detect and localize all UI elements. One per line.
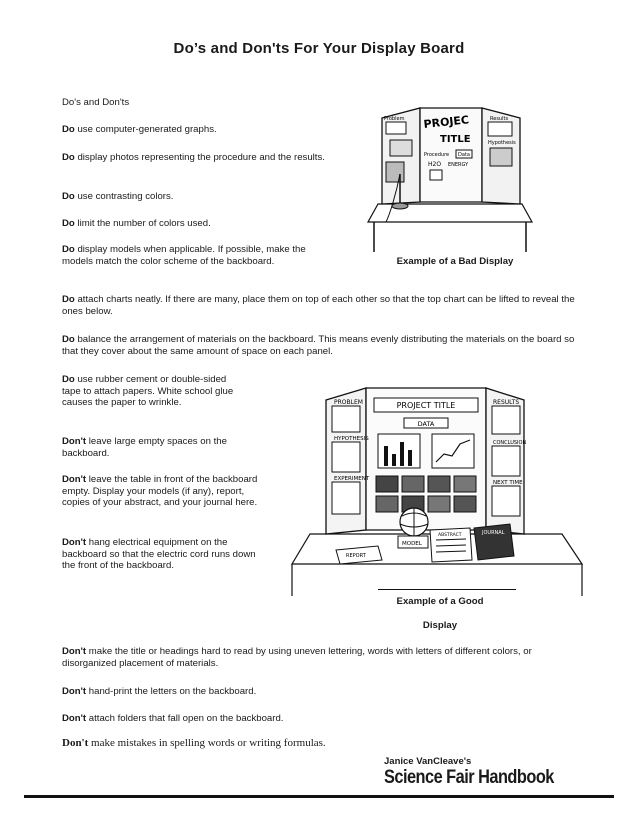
bad-label-procedure: Procedure [424,152,450,158]
table-item-abstract: ABSTRACT [438,533,462,538]
bad-label-data: Data [458,152,470,158]
list-item: Do attach charts neatly. If there are many, place them on top of each other so that the top chart can be lifted to reveal the ones below. [62,294,575,317]
list-item: Do use rubber cement or double-sided tape to attach papers. White school glue causes the paper to wrinkle. [62,374,234,408]
good-label-experiment: EXPERIMENT [334,476,370,482]
credit-book-title: Science Fair Handbook [384,767,554,788]
bad-label-problem: Problem [384,116,405,122]
good-board-title: PROJECT TITLE [396,401,456,410]
list-item: Do display models when applicable. If possible, make the models match the color scheme of the backboard. [62,244,306,267]
intro-heading: Do's and Don'ts [62,97,130,108]
good-label-next-time: NEXT TIME [493,480,523,486]
list-item: Do use contrasting colors. [62,191,174,202]
good-board-data-label: DATA [417,420,435,428]
list-item: Don't make mistakes in spelling words or writing formulas. [62,737,326,749]
list-item: Do use computer-generated graphs. [62,124,217,135]
list-item: Do display photos representing the procedure and the results. [62,152,325,163]
good-label-results: RESULTS [493,399,520,406]
list-item: Don't leave large empty spaces on the backboard. [62,436,227,459]
list-item: Don't leave the table in front of the backboard empty. Display your models (if any), report, copies of your abstract, and your journal here. [62,474,258,508]
table-item-model: MODEL [402,541,422,547]
caption-rule [378,589,516,590]
bad-board-subtitle: TITLE [440,134,471,145]
bad-display-caption: Example of a Bad Display [396,256,514,267]
table-item-report: REPORT [346,553,366,559]
list-item: Don't make the title or headings hard to read by using uneven lettering, words with letters of different colors, or disorganized placement of materials. [62,646,532,669]
page-title: Do’s and Don'ts For Your Display Board [173,40,465,57]
bad-label-h2o: H2O [428,161,442,168]
good-display-illustration [286,384,586,604]
good-label-hypothesis: HYPOTHESIS [334,436,369,442]
credit-author: Janice VanCleave's [384,756,472,767]
list-item: Don't hand-print the letters on the backboard. [62,686,257,697]
good-display-caption: Example of a Good Display [396,596,484,631]
list-item: Do limit the number of colors used. [62,218,211,229]
list-item: Don't hang electrical equipment on the backboard so that the electric cord runs down the front of the backboard. [62,537,256,571]
bad-label-energy: ENERGY [448,162,469,168]
table-item-journal: JOURNAL [482,530,505,536]
good-label-conclusion: CONCLUSION [493,440,527,446]
bad-label-hypothesis: Hypothesis [488,140,516,146]
list-item: Do balance the arrangement of materials on the backboard. This means evenly distributing the materials on the board so that they cover about the same amount of space on each panel. [62,334,575,357]
bad-display-illustration [360,104,540,254]
bottom-rule [24,795,614,798]
good-label-problem: PROBLEM [334,399,363,406]
bad-board-title: PROJEC [422,113,470,131]
list-item: Don't attach folders that fall open on the backboard. [62,713,284,724]
bad-label-results: Results [490,116,509,122]
